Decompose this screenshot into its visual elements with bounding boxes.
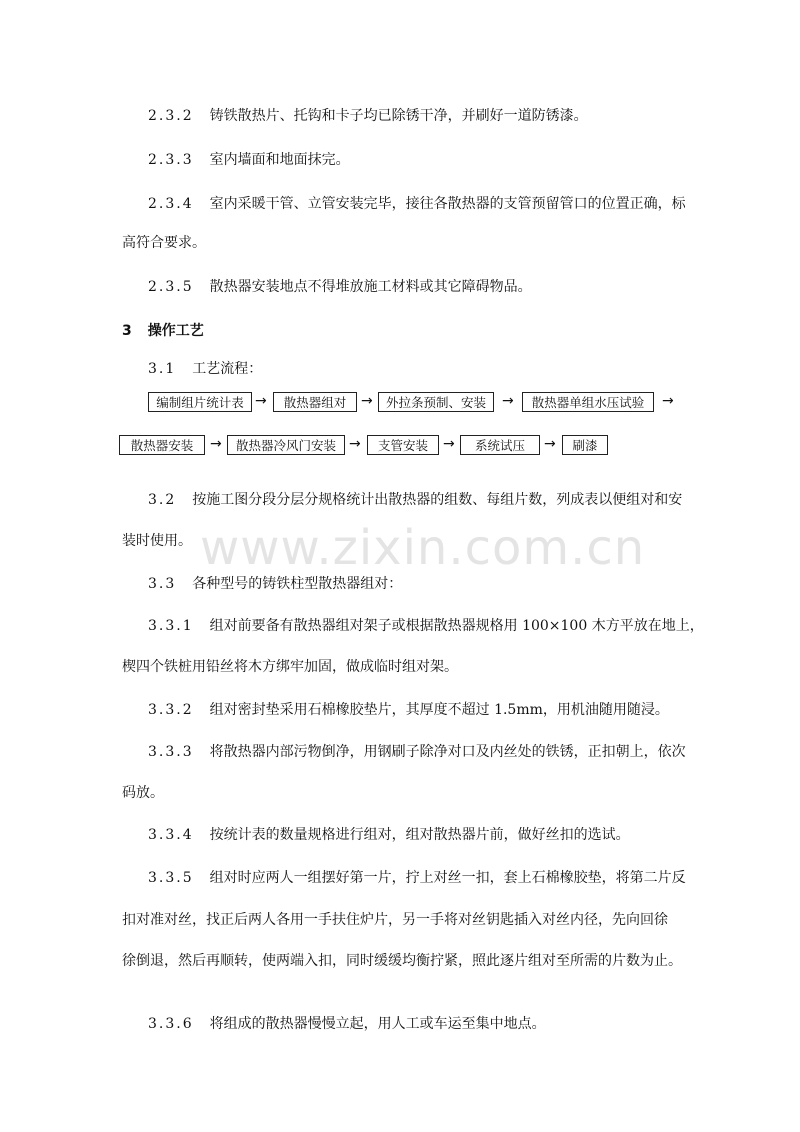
section-heading-3 [122,321,204,341]
clause-text: 将散热器内部污物倒净，用钢刷子除净对口及内丝处的铁锈，正扣朝上，依次 [209,744,686,760]
clause-text: 将组成的散热器慢慢立起，用人工或车运至集中地点。 [209,1016,546,1032]
paragraph-3-2-continuation: 装时使用。 [122,533,192,549]
paragraph-3-3-6 [148,1014,546,1034]
watermark: www.zixin.com.cn [200,520,646,576]
paragraph-3-3-2 [148,700,669,720]
flow-arrow: → [502,393,514,409]
paragraph-3-3-4 [148,825,630,845]
flow-arrow: → [544,436,556,452]
clause-text: 铸铁散热片、托钩和卡子均已除锈干净，并刷好一道防锈漆。 [209,108,588,124]
clause-number: 3.3.5 [148,870,194,886]
section-number: 3 [122,323,132,339]
paragraph-3-1 [148,359,262,379]
paragraph-3-3-5-continuation-1: 扣对准对丝，找正后两人各用一手扶住炉片，另一手将对丝钥匙插入对丝内径，先向回徐 [122,912,668,928]
paragraph-3-3-1-continuation: 楔四个铁桩用铅丝将木方绑牢加固，做成临时组对架。 [122,659,458,675]
paragraph-3-3-3 [148,742,686,762]
clause-number: 3.3.1 [148,618,194,634]
flow-arrow: → [255,393,267,409]
paragraph-3-3-3-continuation: 码放。 [122,785,164,801]
paragraph-2-3-5 [148,277,532,297]
flow-step-4: 散热器单组水压试验 [522,392,654,412]
clause-number: 3.3.4 [148,827,194,843]
paragraph-2-3-4-continuation: 高符合要求。 [122,235,206,251]
section-title: 操作工艺 [147,323,204,339]
clause-text: 按统计表的数量规格进行组对，组对散热器片前，做好丝扣的选试。 [209,827,630,843]
flow-step-1: 编制组片统计表 [148,392,252,412]
clause-number: 3.3 [148,576,177,592]
clause-text: 组对时应两人一组摆好第一片，拧上对丝一扣，套上石棉橡胶垫，将第二片反 [209,870,686,886]
flow-step-9: 刷漆 [562,435,608,455]
paragraph-2-3-3 [148,150,350,170]
flow-step-3: 外拉条预制、安装 [378,392,494,412]
clause-text: 组对密封垫采用石棉橡胶垫片，其厚度不超过 1.5mm，用机油随用随浸。 [209,702,669,718]
flow-arrow: → [361,393,373,409]
flow-arrow: → [210,436,222,452]
clause-number: 2.3.5 [148,279,194,295]
clause-number: 2.3.3 [148,152,194,168]
clause-number: 3.1 [148,361,177,377]
clause-text: 按施工图分段分层分规格统计出散热器的组数、每组片数，列成表以便组对和安 [192,492,683,508]
clause-number: 3.3.2 [148,702,194,718]
flow-step-6: 散热器冷风门安装 [227,435,345,455]
flow-step-8: 系统试压 [460,435,540,455]
flow-arrow: → [349,436,361,452]
paragraph-2-3-4 [148,194,686,214]
paragraph-3-3 [148,574,402,594]
paragraph-3-2 [148,490,682,510]
clause-number: 3.3.6 [148,1016,194,1032]
flow-step-7: 支管安装 [367,435,439,455]
flow-step-2: 散热器组对 [273,392,357,412]
clause-text: 室内采暖干管、立管安装完毕，接往各散热器的支管预留管口的位置正确，标 [209,196,686,212]
clause-text: 室内墙面和地面抹完。 [209,152,350,168]
flow-arrow: → [662,393,674,409]
clause-text: 组对前要备有散热器组对架子或根据散热器规格用 100×100 木方平放在地上， [209,618,704,634]
paragraph-2-3-2 [148,106,588,126]
paragraph-3-3-5-continuation-2: 徐倒退，然后再顺转，使两端入扣，同时缓缓均衡拧紧，照此逐片组对至所需的片数为止。 [122,953,682,969]
paragraph-3-3-1 [148,616,704,636]
flow-arrow: → [443,436,455,452]
clause-text: 散热器安装地点不得堆放施工材料或其它障碍物品。 [209,279,532,295]
clause-number: 3.2 [148,492,177,508]
flow-step-5: 散热器安装 [119,435,205,455]
clause-number: 2.3.4 [148,196,194,212]
clause-number: 3.3.3 [148,744,194,760]
clause-text: 工艺流程： [192,361,263,377]
clause-number: 2.3.2 [148,108,194,124]
paragraph-3-3-5 [148,868,686,888]
clause-text: 各种型号的铸铁柱型散热器组对： [192,576,403,592]
